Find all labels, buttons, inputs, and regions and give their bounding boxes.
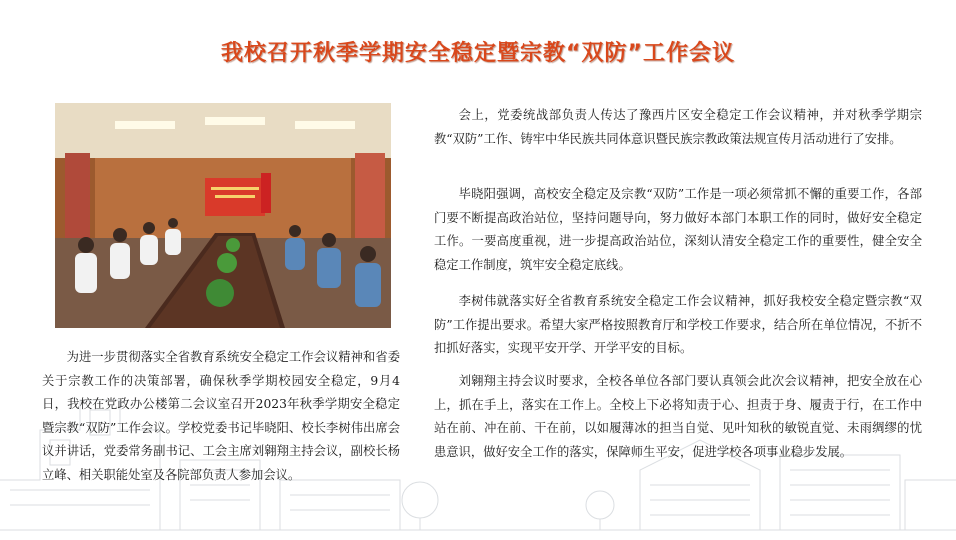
page-title: 我校召开秋季学期安全稳定暨宗教“双防”工作会议: [221, 41, 735, 66]
body-paragraph-2: 毕晓阳强调，高校安全稳定及宗教“双防”工作是一项必须常抓不懈的重要工作，各部门要不断提高政治站位，坚持问题导向，努力做好本部门本职工作的同时，做好安全稳定工作。一要高度重视，进一步提高政治站位，深刻认清安全稳定工作的重要性，健全安全稳定工作制度，筑牢安全稳定底线。: [434, 187, 922, 272]
meeting-photo: [55, 103, 391, 328]
intro-paragraph: 为进一步贯彻落实全省教育系统安全稳定工作会议精神和省委关于宗教工作的决策部署，确保秋季学期校园安全稳定，9月4日，我校在党政办公楼第二会议室召开2023年秋季学期安全稳定暨宗教“双防”工作会议。学校党委书记毕晓阳、校长李树伟出席会议并讲话，党委常务副书记、工会主席刘翱翔主持会议，副校长杨立峰、相关职能处室及各院部负责人参加会议。: [42, 350, 400, 482]
body-paragraph-3: 李树伟就落实好全省教育系统安全稳定工作会议精神，抓好我校安全稳定暨宗教“双防”工作提出要求。希望大家严格按照教育厅和学校工作要求，结合所在单位情况，不折不扣抓好落实，实现平安开学、开学平安的目标。: [434, 294, 922, 355]
body-paragraph-4: 刘翱翔主持会议时要求，全校各单位各部门要认真领会此次会议精神，把安全放在心上，抓在手上，落实在工作上。全校上下必将知责于心、担责于身、履责于行，在工作中站在前、冲在前、干在前，以如履薄冰的担当自觉、见叶知秋的敏锐直觉、未雨绸缪的忧患意识，做好安全工作的落实，保障师生平安，促进学校各项事业稳步发展。: [434, 374, 922, 459]
body-paragraph-1: 会上，党委统战部负责人传达了豫西片区安全稳定工作会议精神，并对秋季学期宗教“双防”工作、铸牢中华民族共同体意识暨民族宗教政策法规宣传月活动进行了安排。: [434, 108, 922, 146]
